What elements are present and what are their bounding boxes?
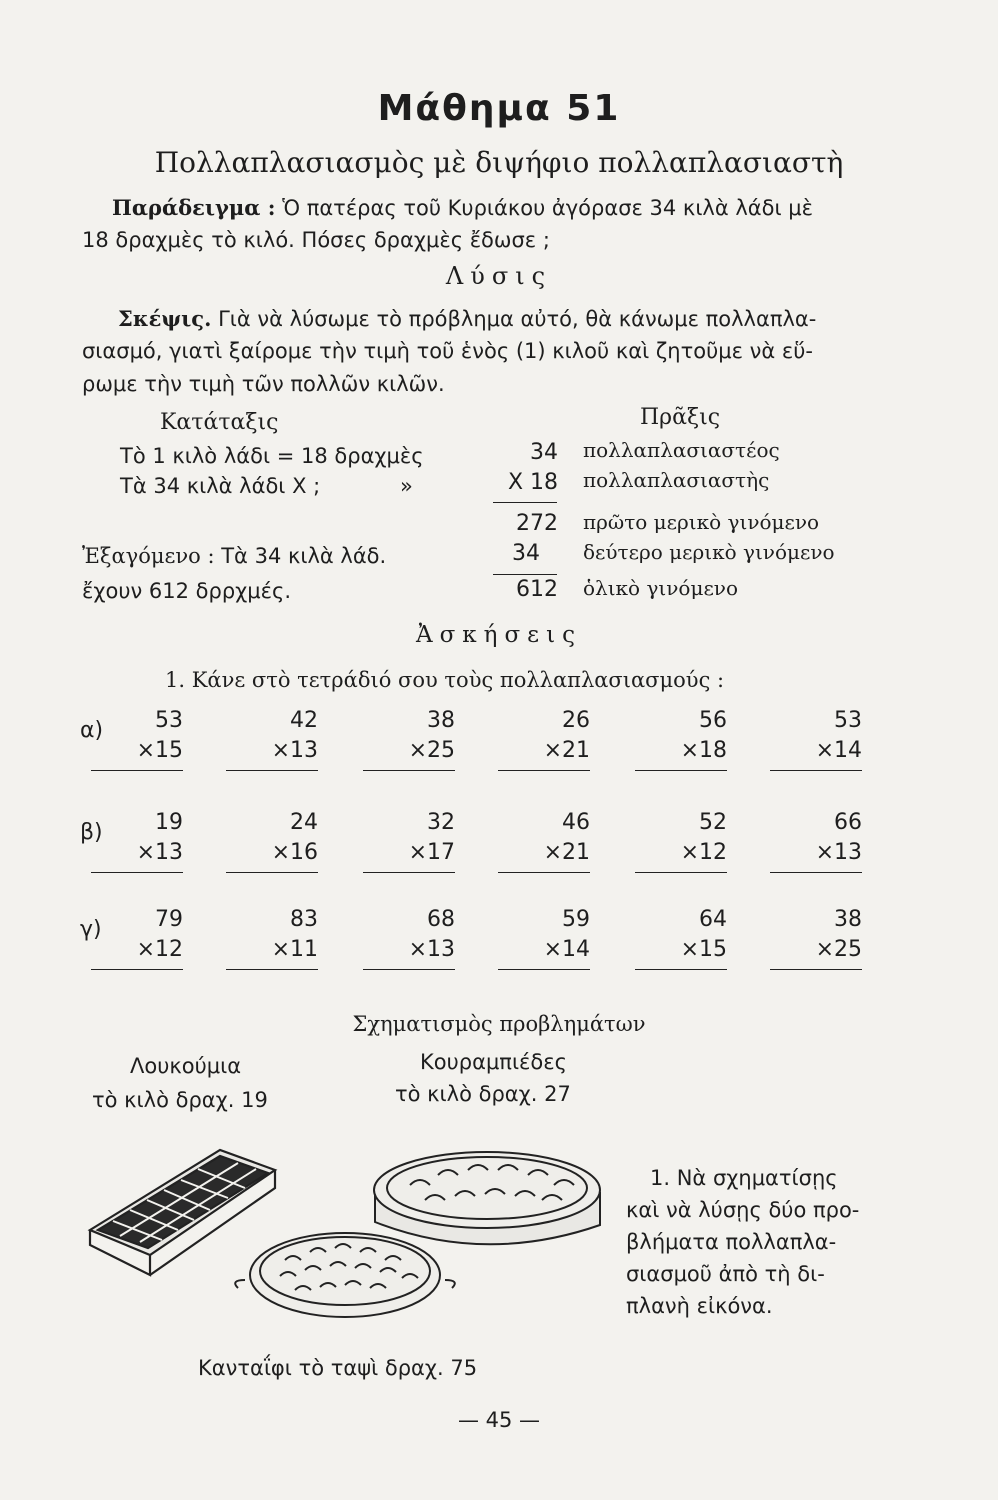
exercise-multiplicand: 38 bbox=[834, 907, 862, 932]
exercise-answer-line bbox=[226, 770, 318, 771]
op-desc-1: πολλαπλασιαστέος bbox=[583, 438, 780, 462]
exercise-multiplier: ×13 bbox=[271, 738, 318, 763]
item2-price: τὸ κιλὸ δραχ. 27 bbox=[395, 1082, 571, 1106]
exercise-answer-line bbox=[91, 969, 183, 970]
op-num-4: 34 bbox=[512, 541, 540, 566]
think-text-2: σιασμό, γιατὶ ξαίρομε τὴν τιμὴ τοῦ ἑνὸς (1) κιλοῦ καὶ ζητοῦμε νὰ εὕ- bbox=[82, 339, 813, 363]
think-text-1: Γιὰ νὰ λύσωμε τὸ πρόβλημα αὐτό, θὰ κάνωμε πολλαπλα- bbox=[218, 307, 817, 331]
solution-heading: Λύσις bbox=[445, 262, 553, 290]
task-line-1: 1. Νὰ σχηματίσῃς bbox=[650, 1166, 838, 1190]
item1-name: Λουκούμια bbox=[130, 1054, 242, 1078]
exercise-multiplier: ×11 bbox=[271, 937, 318, 962]
exercise-answer-line bbox=[363, 872, 455, 873]
exercise-answer-line bbox=[226, 872, 318, 873]
exercise-multiplicand: 38 bbox=[427, 708, 455, 733]
exercise-multiplier: ×25 bbox=[815, 937, 862, 962]
exercise-multiplier: ×25 bbox=[408, 738, 455, 763]
op-underline-2 bbox=[493, 574, 557, 575]
think-text-3: ρωμε τὴν τιμὴ τῶν πολλῶν κιλῶν. bbox=[82, 372, 445, 396]
example-text-2: 18 δραχμὲς τὸ κιλό. Πόσες δραχμὲς ἔδωσε ; bbox=[82, 228, 550, 252]
op-num-3: 272 bbox=[516, 511, 558, 536]
lesson-title: Μάθημα 51 bbox=[377, 88, 621, 129]
exercise-multiplicand: 52 bbox=[699, 810, 727, 835]
example-line-1 bbox=[112, 191, 813, 225]
exercise-answer-line bbox=[91, 872, 183, 873]
exercise-multiplier: ×18 bbox=[680, 738, 727, 763]
exercise-instruction: 1. Κάνε στὸ τετράδιό σου τοὺς πολλαπλασιασμούς : bbox=[165, 668, 725, 692]
exercise-multiplicand: 68 bbox=[427, 907, 455, 932]
exercise-multiplicand: 46 bbox=[562, 810, 590, 835]
result-text-1: Τὰ 34 κιλὰ λάδ. bbox=[221, 544, 387, 568]
arrangement-heading: Κατάταξις bbox=[160, 410, 279, 435]
exercise-answer-line bbox=[498, 770, 590, 771]
exercise-multiplier: ×12 bbox=[136, 937, 183, 962]
exercise-multiplicand: 64 bbox=[699, 907, 727, 932]
task-line-2: καὶ νὰ λύσῃς δύο προ- bbox=[626, 1198, 860, 1222]
exercise-multiplicand: 32 bbox=[427, 810, 455, 835]
op-desc-5: ὁλικὸ γινόμενο bbox=[583, 576, 739, 600]
exercise-answer-line bbox=[770, 872, 862, 873]
kourampiedes-tray-icon bbox=[235, 1233, 455, 1317]
op-desc-2: πολλαπλασιαστὴς bbox=[583, 468, 770, 492]
exercise-multiplicand: 56 bbox=[699, 708, 727, 733]
think-line-1 bbox=[118, 302, 816, 336]
exercise-multiplicand: 83 bbox=[290, 907, 318, 932]
exercise-multiplicand: 53 bbox=[155, 708, 183, 733]
exercise-row-label: γ) bbox=[80, 917, 102, 942]
exercise-multiplier: ×15 bbox=[136, 738, 183, 763]
exercises-heading: Ἀσκήσεις bbox=[416, 622, 582, 648]
exercise-multiplicand: 59 bbox=[562, 907, 590, 932]
exercise-answer-line bbox=[635, 872, 727, 873]
exercise-multiplier: ×16 bbox=[271, 840, 318, 865]
exercise-multiplier: ×17 bbox=[408, 840, 455, 865]
task-line-5: πλανὴ εἰκόνα. bbox=[626, 1294, 773, 1318]
example-label: Παράδειγμα : bbox=[112, 195, 276, 220]
exercise-answer-line bbox=[498, 872, 590, 873]
lesson-subtitle: Πολλαπλασιασμὸς μὲ διψήφιο πολλαπλασιαστὴ bbox=[154, 146, 844, 179]
page-number: — 45 — bbox=[457, 1408, 541, 1432]
exercise-multiplicand: 26 bbox=[562, 708, 590, 733]
exercise-multiplier: ×13 bbox=[815, 840, 862, 865]
op-num-2: X 18 bbox=[507, 470, 558, 495]
exercise-multiplicand: 79 bbox=[155, 907, 183, 932]
exercise-multiplicand: 66 bbox=[834, 810, 862, 835]
task-line-3: βλήματα πολλαπλα- bbox=[626, 1230, 837, 1254]
exercise-row-label: β) bbox=[80, 820, 103, 845]
exercise-answer-line bbox=[635, 770, 727, 771]
exercise-multiplicand: 19 bbox=[155, 810, 183, 835]
item2-name: Κουραμπιέδες bbox=[420, 1050, 567, 1074]
exercise-multiplier: ×13 bbox=[408, 937, 455, 962]
exercise-multiplier: ×15 bbox=[680, 937, 727, 962]
exercise-answer-line bbox=[363, 969, 455, 970]
exercise-answer-line bbox=[770, 969, 862, 970]
item1-price: τὸ κιλὸ δραχ. 19 bbox=[92, 1088, 268, 1112]
exercise-answer-line bbox=[91, 770, 183, 771]
op-underline-1 bbox=[493, 502, 557, 503]
example-text-1: Ὁ πατέρας τοῦ Κυριάκου ἀγόρασε 34 κιλὰ λάδι μὲ bbox=[282, 196, 813, 220]
think-label: Σκέψις. bbox=[118, 306, 212, 331]
problems-heading: Σχηματισμὸς προβλημάτων bbox=[352, 1012, 646, 1036]
op-desc-3: πρῶτο μερικὸ γινόμενο bbox=[583, 510, 820, 534]
exercise-multiplier: ×21 bbox=[543, 738, 590, 763]
exercise-multiplicand: 24 bbox=[290, 810, 318, 835]
exercise-answer-line bbox=[770, 770, 862, 771]
loukoumia-box-icon bbox=[90, 1150, 275, 1275]
result-label: Ἐξαγόμενο : bbox=[82, 544, 215, 568]
task-line-4: σιασμοῦ ἀπὸ τὴ δι- bbox=[626, 1262, 825, 1286]
arrangement-row-1: Τὸ 1 κιλὸ λάδι = 18 δραχμὲς bbox=[120, 444, 424, 468]
ditto-mark: » bbox=[400, 474, 413, 498]
arrangement-row-2: Τὰ 34 κιλὰ λάδι X ; bbox=[120, 474, 321, 498]
exercise-answer-line bbox=[363, 770, 455, 771]
op-desc-4: δεύτερο μερικὸ γινόμενο bbox=[583, 540, 835, 564]
result-line-1 bbox=[82, 540, 386, 573]
sweets-illustration bbox=[80, 1130, 620, 1360]
operation-heading: Πρᾶξις bbox=[640, 405, 721, 430]
exercise-multiplier: ×14 bbox=[815, 738, 862, 763]
exercise-answer-line bbox=[226, 969, 318, 970]
result-text-2: ἔχουν 612 δρρχμές. bbox=[82, 579, 291, 603]
op-num-1: 34 bbox=[530, 440, 558, 465]
exercise-answer-line bbox=[498, 969, 590, 970]
kantaifi-tray-icon bbox=[374, 1152, 600, 1244]
exercise-multiplicand: 42 bbox=[290, 708, 318, 733]
exercise-multiplicand: 53 bbox=[834, 708, 862, 733]
item3-label: Κανταΐφι τὸ ταψὶ δραχ. 75 bbox=[198, 1356, 478, 1380]
exercise-multiplier: ×12 bbox=[680, 840, 727, 865]
exercise-multiplier: ×21 bbox=[543, 840, 590, 865]
exercise-multiplier: ×13 bbox=[136, 840, 183, 865]
exercise-answer-line bbox=[635, 969, 727, 970]
exercise-row-label: α) bbox=[80, 718, 104, 743]
op-num-5: 612 bbox=[516, 577, 558, 602]
exercise-multiplier: ×14 bbox=[543, 937, 590, 962]
